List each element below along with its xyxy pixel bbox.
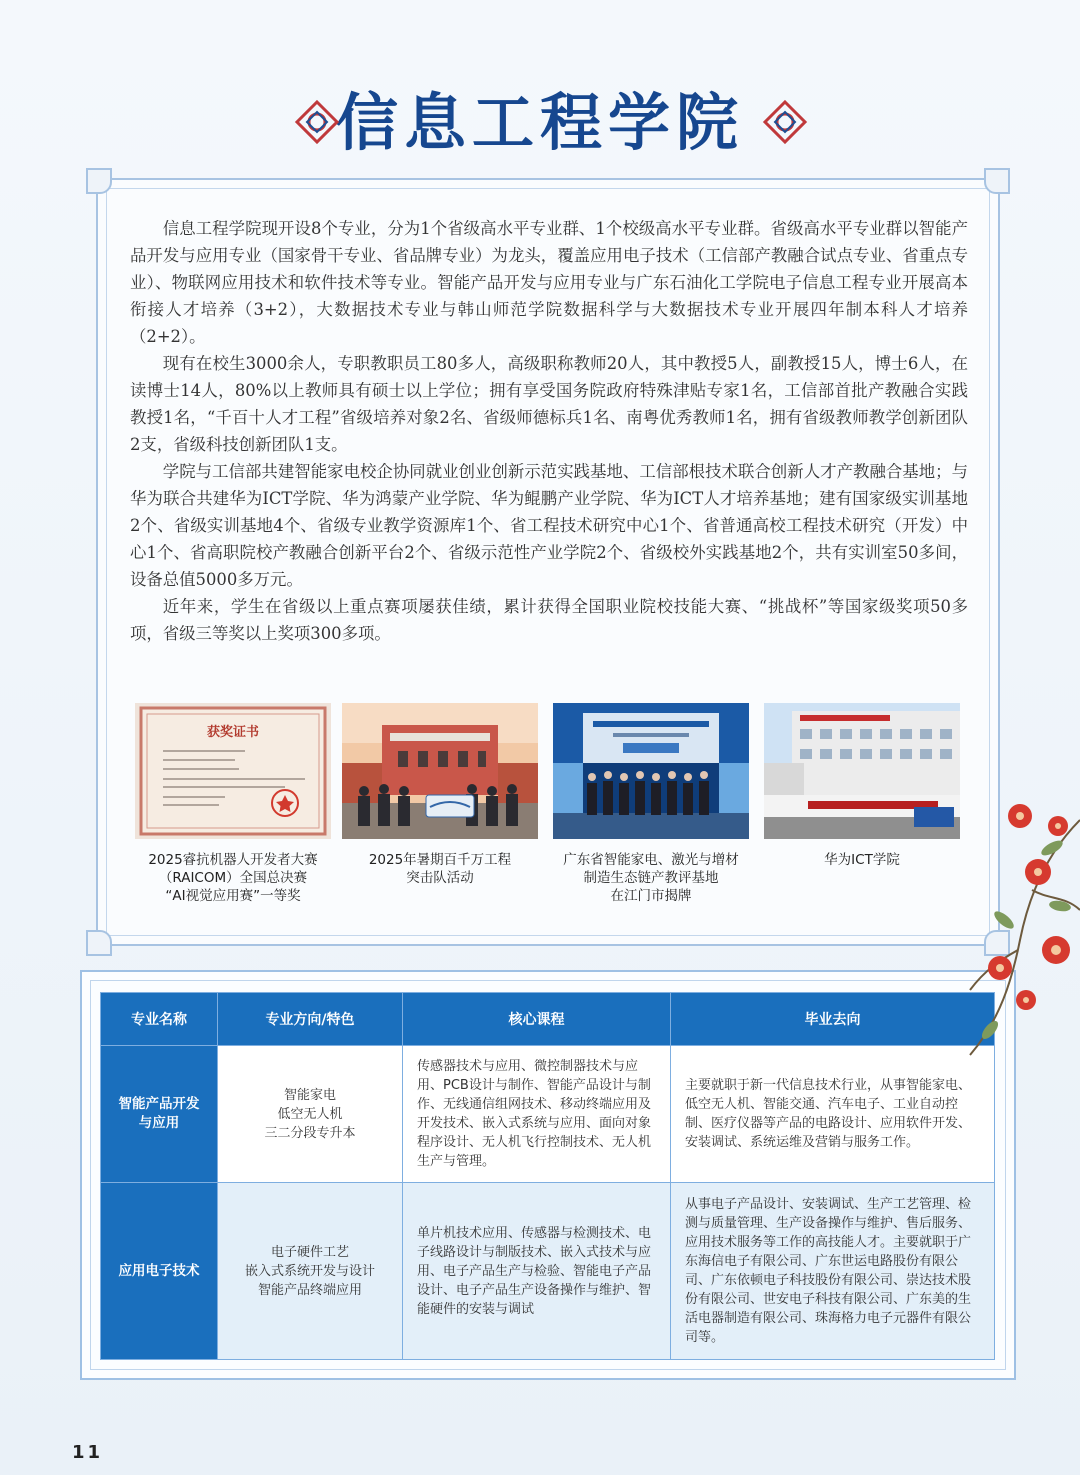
- column-header: 专业名称: [101, 993, 218, 1046]
- ornament-icon: [294, 99, 340, 145]
- majors-table: [100, 992, 995, 1360]
- table-header-row: [101, 993, 995, 1046]
- intro-text: [130, 215, 968, 647]
- ceremony-photo: [553, 703, 749, 839]
- photo-caption: 2025睿抗机器人开发者大赛 （RAICOM）全国总决赛 “AI视觉应用赛”一等奖: [148, 852, 318, 904]
- major-direction: 电子硬件工艺 嵌入式系统开发与设计 智能产品终端应用: [218, 1183, 403, 1360]
- intro-paragraph: 学院与工信部共建智能家电校企协同就业创业创新示范实践基地、工信部根技术联合创新人才产教融合基地；与华为联合共建华为ICT学院、华为鸿蒙产业学院、华为鲲鹏产业学院、华为ICT人才培养基地；建有国家级实训基地2个、省级实训基地4个、省级专业教学资源库1个、省工程技术研究中心1个、省普通高校工程技术研究（开发）中心1个、省高职院校产教融合创新平台2个、省级示范性产业学院2个、省级校外实践基地2个，共有实训室50多间，设备总值5000多万元。: [130, 462, 968, 589]
- flower-decoration-icon: [940, 800, 1080, 1060]
- photo-caption: 2025年暑期百千万工程 突击队活动: [368, 852, 512, 886]
- table-row: [101, 1183, 995, 1360]
- certificate-photo: [135, 703, 331, 839]
- major-name: 智能产品开发 与应用: [101, 1046, 218, 1183]
- major-courses: 单片机技术应用、传感器与检测技术、电子线路设计与制版技术、嵌入式技术与应用、电子产品生产与检验、智能电子产品设计、电子产品生产设备操作与维护、智能硬件的安装与调试: [403, 1183, 671, 1360]
- team-photo: [342, 703, 538, 839]
- column-header: 核心课程: [403, 993, 671, 1046]
- intro-paragraph: 近年来，学生在省级以上重点赛项屡获佳绩，累计获得全国职业院校技能大赛、“挑战杯”等国家级奖项50多项，省级三等奖以上奖项300多项。: [130, 597, 968, 643]
- certificate-heading: 获奖证书: [206, 725, 260, 740]
- page-number: 11: [72, 1442, 104, 1463]
- table-row: [101, 1046, 995, 1183]
- column-header: 专业方向/特色: [218, 993, 403, 1046]
- title-area: [0, 78, 1080, 168]
- major-name: 应用电子技术: [101, 1183, 218, 1360]
- major-direction: 智能家电 低空无人机 三二分段专升本: [218, 1046, 403, 1183]
- photo-gallery: [130, 703, 970, 903]
- major-career: 从事电子产品设计、安装调试、生产工艺管理、检测与质量管理、生产设备操作与维护、售后服务、应用技术服务等工作的高技能人才。主要就职于广东海信电子有限公司、广东世运电路股份有限公司、广东依顿电子科技股份有限公司、崇达技术股份有限公司、世安电子科技有限公司、广东美的生活电器制造有限公司、珠海格力电子元器件有限公司等。: [671, 1183, 995, 1360]
- photo-caption: 华为ICT学院: [824, 852, 900, 868]
- column-header: 毕业去向: [671, 993, 995, 1046]
- photo-caption: 广东省智能家电、激光与增材 制造生态链产教评基地 在江门市揭牌: [563, 852, 739, 904]
- page-title: 信息工程学院: [335, 86, 744, 159]
- ornament-icon: [762, 99, 808, 145]
- major-courses: 传感器技术与应用、微控制器技术与应用、PCB设计与制作、智能产品设计与制作、无线通信组网技术、移动终端应用及开发技术、嵌入式系统与应用、面向对象程序设计、无人机飞行控制技术、无人机生产与管理。: [403, 1046, 671, 1183]
- intro-paragraph: 信息工程学院现开设8个专业，分为1个省级高水平专业群、1个校级高水平专业群。省级高水平专业群以智能产品开发与应用专业（国家骨干专业、省品牌专业）为龙头，覆盖应用电子技术（工信部产教融合试点专业、省重点专业）、物联网应用技术和软件技术等专业。智能产品开发与应用专业与广东石油化工学院电子信息工程专业开展高本衔接人才培养（3+2），大数据技术专业与韩山师范学院数据科学与大数据技术专业开展四年制本科人才培养（2+2）。: [130, 219, 968, 346]
- major-career: 主要就职于新一代信息技术行业，从事智能家电、低空无人机、智能交通、汽车电子、工业自动控制、医疗仪器等产品的电路设计、应用软件开发、安装调试、系统运维及营销与服务工作。: [671, 1046, 995, 1183]
- huawei-ict-building-photo: [764, 703, 960, 839]
- intro-paragraph: 现有在校生3000余人，专职教职员工80多人，高级职称教师20人，其中教授5人，副教授15人，博士6人，在读博士14人，80%以上教师具有硕士以上学位；拥有享受国务院政府特殊津贴专家1名，工信部首批产教融合实践教授1名，“千百十人才工程”省级培养对象2名、省级师德标兵1名、南粤优秀教师1名，拥有省级教师教学创新团队2支，省级科技创新团队1支。: [130, 354, 968, 454]
